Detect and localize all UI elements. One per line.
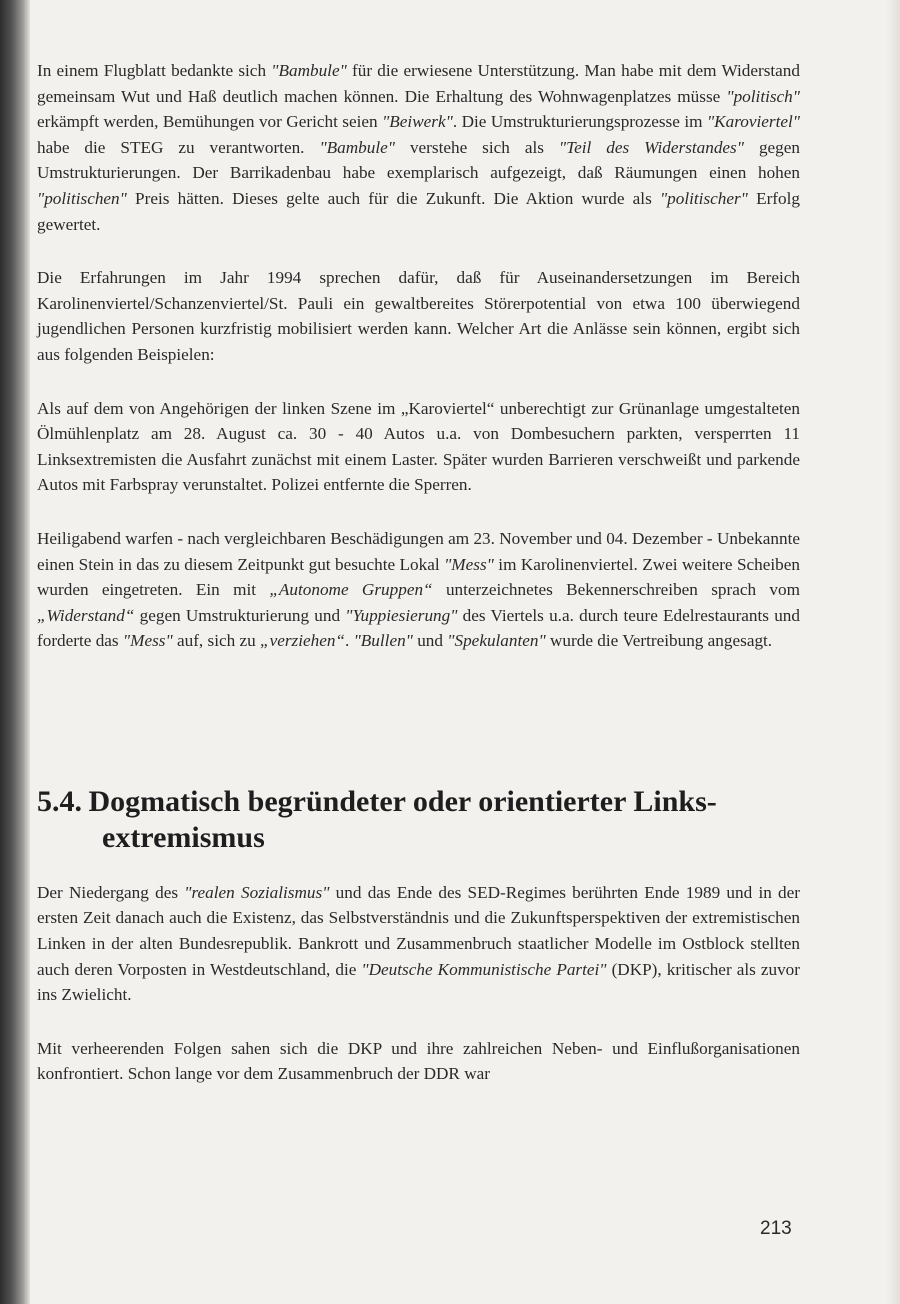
emphasis-text: "realen Sozialismus": [184, 882, 330, 902]
text-segment: Der Niedergang des: [37, 882, 185, 902]
text-segment: gegen Umstrukturierungen. Der Barrikadenbau habe exemplarisch aufgezeigt, daß Räumungen einen hohen: [37, 137, 800, 183]
emphasis-text: "Karoviertel": [706, 112, 800, 132]
text-segment: Heiligabend warfen - nach vergleichbaren Beschädigungen am 23. November und 04. Dezember - Unbekannte einen Stein in das zu diesem Zeitpunkt gut besuchte Lokal: [37, 528, 800, 574]
text-segment: auf, sich zu: [172, 631, 261, 651]
book-spine-shadow: [0, 0, 30, 1304]
text-segment: Erfolg gewertet.: [37, 188, 800, 234]
text-segment: unterzeichnetes Bekennerschreiben sprach vom: [432, 580, 800, 600]
paragraph: [37, 396, 800, 498]
text-segment: gegen Umstrukturierung und: [134, 605, 346, 625]
text-segment: habe die STEG zu verantworten.: [37, 137, 320, 157]
emphasis-text: „Autonome Gruppen“: [269, 580, 433, 600]
text-segment: (DKP), kritischer als zuvor ins Zwielicht.: [37, 959, 801, 1005]
text-segment: .: [345, 631, 354, 651]
text-segment: Als auf dem von Angehörigen der linken Szene im „Karoviertel“ unberechtigt zur Grünanlage umgestalteten Ölmühlenplatz am 28. August ca. 30 - 40 Autos u.a. von Dombesuchern parkten, versperrten 11 Linksextremisten die Ausfahrt zunächst mit einem Laster. Später wurden Barrieren verschweißt und parkende Autos mit Farbspray verunstaltet. Polizei entfernte die Sperren.: [37, 398, 800, 495]
emphasis-text: "Yuppiesierung": [345, 605, 458, 625]
section-title-line2: extremismus: [102, 820, 265, 854]
emphasis-text: "Bullen": [353, 631, 413, 651]
paragraph: [37, 1036, 800, 1087]
text-segment: des Viertels u.a. durch teure Edelrestaurants und forderte das: [37, 605, 800, 651]
document-page: [37, 58, 800, 1115]
paragraph: [37, 880, 800, 1008]
emphasis-text: "Mess": [122, 631, 173, 651]
emphasis-text: "politischer": [659, 188, 748, 208]
emphasis-text: "Bambule": [271, 61, 347, 80]
section-number: 5.4.: [37, 784, 82, 818]
text-segment: erkämpft werden, Bemühungen vor Gericht seien: [37, 112, 383, 132]
text-segment: verstehe sich als: [394, 137, 559, 157]
body-text-before-heading: [37, 58, 800, 654]
text-segment: und das Ende des SED-Regimes berührten Ende 1989 und in der ersten Zeit danach auch die Existenz, das Selbstverständnis und die Zukunftsperspektiven der extremistischen Linken in der alten Bundesrepublik. Bankrott und Zusammenbruch staatlicher Modelle im Ostblock stellten auch deren Vorposten in Westdeutschland, die: [37, 882, 801, 979]
emphasis-text: "politisch": [726, 86, 800, 106]
section-heading: [37, 784, 800, 856]
emphasis-text: "politischen": [37, 188, 127, 208]
text-segment: und: [412, 631, 448, 651]
paragraph: [37, 526, 800, 654]
emphasis-text: "Spekulanten": [447, 631, 546, 651]
text-segment: Mit verheerenden Folgen sahen sich die DKP und ihre zahlreichen Neben- und Einflußorganisationen konfrontiert. Schon lange vor dem Zusammenbruch der DDR war: [37, 1038, 800, 1084]
emphasis-text: „verziehen“: [260, 631, 345, 651]
emphasis-text: "Teil des Widerstandes": [558, 137, 744, 157]
paragraph: [37, 265, 800, 367]
emphasis-text: "Bambule": [319, 137, 395, 157]
text-segment: Preis hätten. Dieses gelte auch für die Zukunft. Die Aktion wurde als: [126, 188, 660, 208]
page-edge: [886, 0, 900, 1304]
emphasis-text: „Widerstand“: [37, 605, 135, 625]
page-number: 213: [760, 1218, 792, 1239]
text-segment: Die Erfahrungen im Jahr 1994 sprechen dafür, daß für Auseinandersetzungen im Bereich Karolinenviertel/Schanzenviertel/St. Pauli ein gewaltbereites Störerpotential von etwa 100 überwiegend jugendlichen Personen kurzfristig mobilisiert werden kann. Welcher Art die Anlässe sein können, ergibt sich aus folgenden Beispielen:: [37, 268, 800, 364]
section-title-line1: Dogmatisch begründeter oder orientierter Links-: [88, 784, 717, 818]
emphasis-text: "Mess": [444, 554, 494, 574]
emphasis-text: "Beiwerk": [382, 112, 453, 132]
emphasis-text: "Deutsche Kommunistische Partei": [361, 959, 607, 979]
text-segment: wurde die Vertreibung angesagt.: [545, 631, 773, 651]
body-text-after-heading: [37, 880, 800, 1087]
text-segment: . Die Umstrukturierungsprozesse im: [452, 112, 707, 132]
text-segment: für die erwiesene Unterstützung. Man habe mit dem Widerstand gemeinsam Wut und Haß deutlich machen können. Die Erhaltung des Wohnwagenplatzes müsse: [37, 61, 800, 106]
text-segment: In einem Flugblatt bedankte sich: [37, 61, 272, 80]
text-segment: im Karolinenviertel. Zwei weitere Scheiben wurden eingetreten. Ein mit: [37, 554, 800, 600]
paragraph: [37, 58, 800, 237]
